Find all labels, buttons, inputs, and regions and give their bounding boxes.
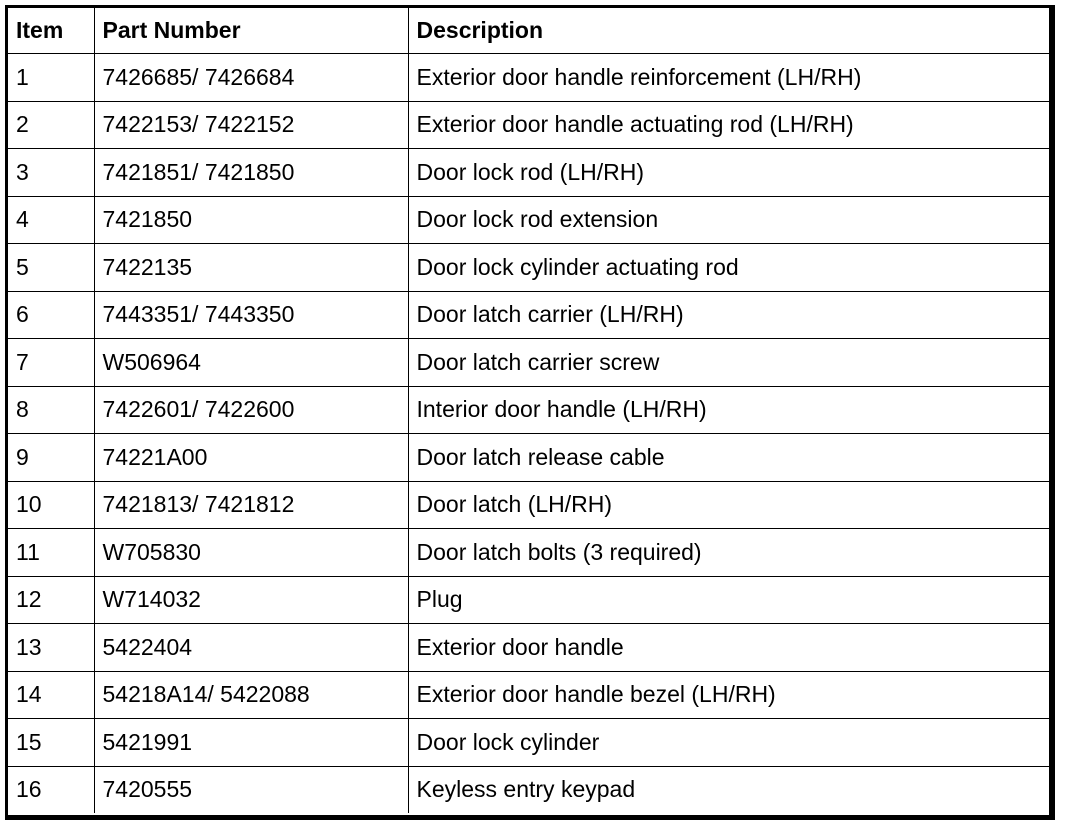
cell-description: Door latch carrier (LH/RH) xyxy=(408,291,1054,339)
cell-part-number: 7443351/ 7443350 xyxy=(94,291,408,339)
cell-item: 15 xyxy=(8,719,94,767)
table-row xyxy=(8,529,1054,577)
table-row xyxy=(8,576,1054,624)
cell-description: Door lock cylinder xyxy=(408,719,1054,767)
cell-part-number: 7421850 xyxy=(94,196,408,244)
cell-item: 11 xyxy=(8,529,94,577)
cell-description: Door lock cylinder actuating rod xyxy=(408,244,1054,292)
table-row xyxy=(8,624,1054,672)
cell-item: 14 xyxy=(8,671,94,719)
table-row xyxy=(8,101,1054,149)
cell-part-number: 5421991 xyxy=(94,719,408,767)
cell-description: Door latch (LH/RH) xyxy=(408,481,1054,529)
table-row xyxy=(8,196,1054,244)
header-item: Item xyxy=(8,8,94,54)
cell-description: Door latch bolts (3 required) xyxy=(408,529,1054,577)
cell-description: Exterior door handle actuating rod (LH/RH) xyxy=(408,101,1054,149)
cell-item: 7 xyxy=(8,339,94,387)
cell-item: 9 xyxy=(8,434,94,482)
cell-part-number: 74221A00 xyxy=(94,434,408,482)
cell-description: Door latch release cable xyxy=(408,434,1054,482)
cell-description: Door lock rod extension xyxy=(408,196,1054,244)
table-row xyxy=(8,244,1054,292)
table-row xyxy=(8,481,1054,529)
table-row xyxy=(8,386,1054,434)
cell-item: 10 xyxy=(8,481,94,529)
table-row xyxy=(8,339,1054,387)
cell-part-number: 54218A14/ 5422088 xyxy=(94,671,408,719)
cell-part-number: W714032 xyxy=(94,576,408,624)
cell-item: 6 xyxy=(8,291,94,339)
cell-part-number: 5422404 xyxy=(94,624,408,672)
parts-table xyxy=(8,8,1054,813)
cell-item: 3 xyxy=(8,149,94,197)
cell-part-number: 7421851/ 7421850 xyxy=(94,149,408,197)
cell-description: Door lock rod (LH/RH) xyxy=(408,149,1054,197)
cell-part-number: 7422153/ 7422152 xyxy=(94,101,408,149)
cell-description: Door latch carrier screw xyxy=(408,339,1054,387)
cell-description: Interior door handle (LH/RH) xyxy=(408,386,1054,434)
table-row xyxy=(8,149,1054,197)
cell-description: Exterior door handle xyxy=(408,624,1054,672)
cell-item: 4 xyxy=(8,196,94,244)
table-row xyxy=(8,291,1054,339)
table-row xyxy=(8,54,1054,102)
cell-description: Exterior door handle reinforcement (LH/RH) xyxy=(408,54,1054,102)
table-row xyxy=(8,766,1054,813)
table-row xyxy=(8,434,1054,482)
cell-item: 12 xyxy=(8,576,94,624)
cell-item: 8 xyxy=(8,386,94,434)
cell-part-number: 7422601/ 7422600 xyxy=(94,386,408,434)
cell-item: 2 xyxy=(8,101,94,149)
cell-item: 5 xyxy=(8,244,94,292)
cell-part-number: 7420555 xyxy=(94,766,408,813)
cell-part-number: W705830 xyxy=(94,529,408,577)
header-description: Description xyxy=(408,8,1054,54)
table-row xyxy=(8,671,1054,719)
cell-description: Plug xyxy=(408,576,1054,624)
cell-part-number: 7421813/ 7421812 xyxy=(94,481,408,529)
cell-item: 1 xyxy=(8,54,94,102)
header-part-number: Part Number xyxy=(94,8,408,54)
cell-description: Exterior door handle bezel (LH/RH) xyxy=(408,671,1054,719)
table-row xyxy=(8,719,1054,767)
cell-description: Keyless entry keypad xyxy=(408,766,1054,813)
cell-item: 16 xyxy=(8,766,94,813)
cell-part-number: 7426685/ 7426684 xyxy=(94,54,408,102)
header-row xyxy=(8,8,1054,54)
cell-part-number: 7422135 xyxy=(94,244,408,292)
cell-item: 13 xyxy=(8,624,94,672)
cell-part-number: W506964 xyxy=(94,339,408,387)
